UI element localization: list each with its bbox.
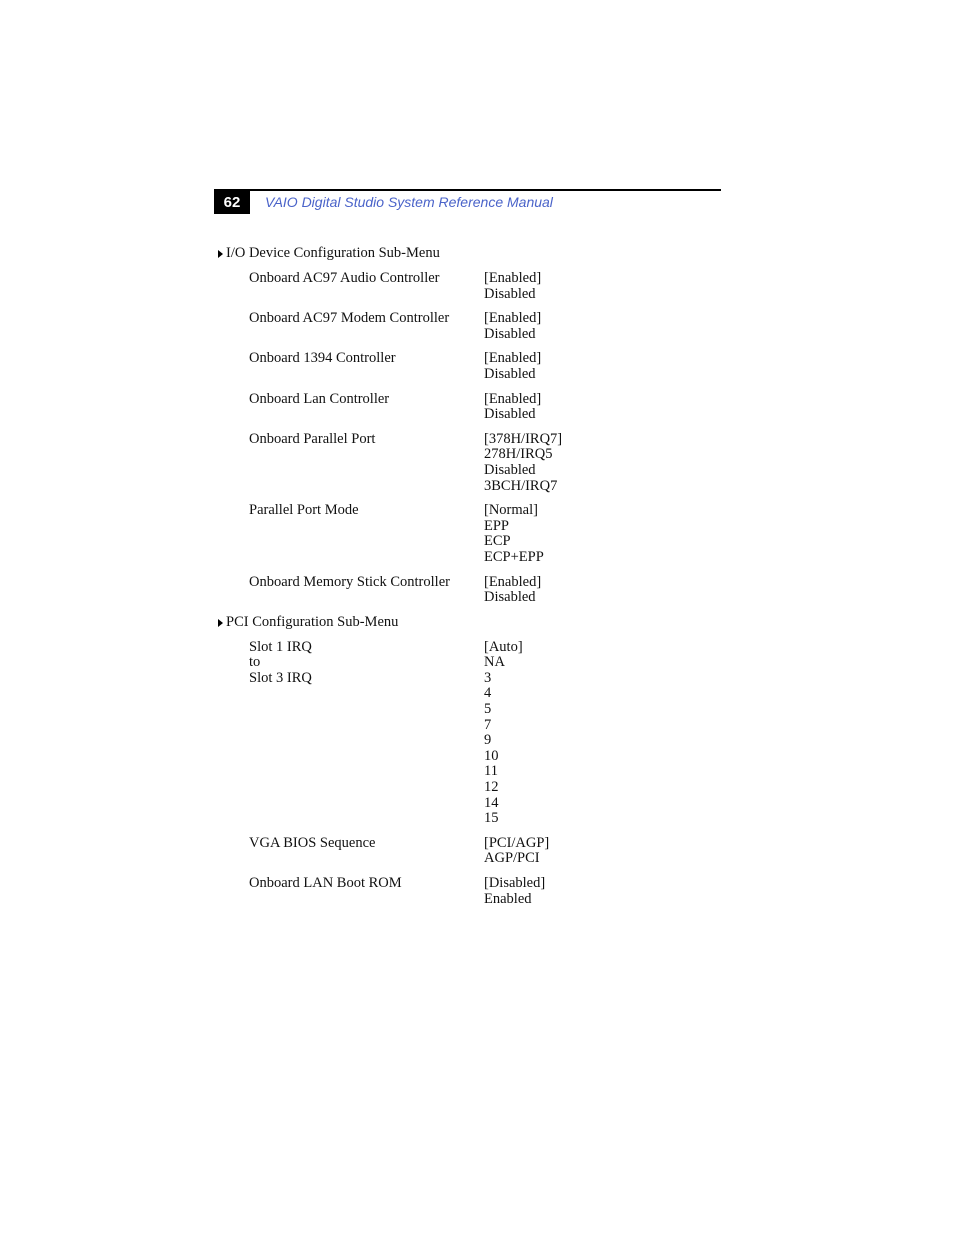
setting-name bbox=[217, 836, 484, 867]
setting-name bbox=[217, 503, 484, 565]
bios-settings-content bbox=[217, 246, 637, 907]
submenu-title: I/O Device Configuration Sub-Menu bbox=[226, 245, 440, 262]
setting-option: Disabled bbox=[484, 406, 536, 423]
setting-options bbox=[484, 575, 637, 606]
setting-option: 5 bbox=[484, 701, 492, 718]
setting-name-line: Onboard AC97 Audio Controller bbox=[249, 270, 440, 286]
header-rule bbox=[214, 189, 721, 191]
submenu-heading bbox=[217, 615, 637, 631]
triangle-bullet-icon bbox=[218, 619, 223, 627]
setting-option: [Disabled] bbox=[484, 875, 546, 891]
setting-options bbox=[484, 503, 637, 565]
setting-row bbox=[217, 503, 637, 565]
setting-name-line: Onboard LAN Boot ROM bbox=[249, 875, 402, 891]
setting-option: 10 bbox=[484, 747, 499, 764]
setting-option: 3BCH/IRQ7 bbox=[484, 477, 558, 494]
setting-row bbox=[217, 432, 637, 494]
setting-name bbox=[217, 640, 484, 827]
setting-option: 7 bbox=[484, 716, 492, 733]
submenu-heading bbox=[217, 246, 637, 262]
setting-option: ECP bbox=[484, 533, 511, 550]
setting-option: Disabled bbox=[484, 285, 536, 302]
setting-name-line: Onboard 1394 Controller bbox=[249, 350, 396, 367]
setting-option: EPP bbox=[484, 517, 509, 534]
setting-name bbox=[217, 876, 484, 907]
setting-name-line: Onboard AC97 Modem Controller bbox=[249, 310, 450, 327]
setting-options bbox=[484, 640, 637, 827]
setting-option: [Enabled] bbox=[484, 573, 542, 590]
setting-option: 4 bbox=[484, 685, 492, 702]
setting-option: 14 bbox=[484, 794, 499, 811]
setting-options bbox=[484, 311, 637, 342]
submenu-title: PCI Configuration Sub-Menu bbox=[226, 613, 399, 630]
setting-option: Disabled bbox=[484, 589, 536, 606]
setting-name bbox=[217, 432, 484, 494]
setting-option: ECP+EPP bbox=[484, 548, 544, 565]
setting-name-line: Onboard Lan Controller bbox=[249, 390, 390, 407]
setting-option: 278H/IRQ5 bbox=[484, 446, 553, 463]
page-number: 62 bbox=[214, 191, 250, 214]
setting-row bbox=[217, 351, 637, 382]
setting-option: [Enabled] bbox=[484, 350, 542, 367]
setting-name-line: Slot 3 IRQ bbox=[249, 669, 312, 686]
setting-option: Disabled bbox=[484, 365, 536, 382]
setting-option: [Enabled] bbox=[484, 270, 542, 286]
setting-row bbox=[217, 311, 637, 342]
running-title: VAIO Digital Studio System Reference Manual bbox=[265, 194, 553, 210]
setting-option: AGP/PCI bbox=[484, 850, 540, 867]
setting-row bbox=[217, 640, 637, 827]
setting-name bbox=[217, 575, 484, 606]
setting-option: 3 bbox=[484, 669, 492, 686]
triangle-bullet-icon bbox=[218, 250, 223, 258]
setting-name-line: Parallel Port Mode bbox=[249, 502, 359, 519]
setting-options bbox=[484, 876, 637, 907]
setting-row bbox=[217, 392, 637, 423]
setting-row bbox=[217, 271, 637, 302]
setting-name bbox=[217, 351, 484, 382]
setting-option: [Normal] bbox=[484, 502, 538, 519]
setting-name-line: Slot 1 IRQ bbox=[249, 638, 312, 655]
setting-option: 9 bbox=[484, 732, 492, 749]
setting-option: 11 bbox=[484, 763, 498, 780]
setting-options bbox=[484, 351, 637, 382]
setting-name-line: Onboard Parallel Port bbox=[249, 430, 376, 447]
setting-option: Disabled bbox=[484, 325, 536, 342]
setting-options bbox=[484, 836, 637, 867]
setting-option: Disabled bbox=[484, 461, 536, 478]
setting-row bbox=[217, 836, 637, 867]
setting-name-line: Onboard Memory Stick Controller bbox=[249, 573, 450, 590]
setting-options bbox=[484, 432, 637, 494]
setting-name bbox=[217, 271, 484, 302]
setting-option: [Enabled] bbox=[484, 390, 542, 407]
setting-name bbox=[217, 392, 484, 423]
setting-option: 15 bbox=[484, 810, 499, 827]
setting-name bbox=[217, 311, 484, 342]
setting-option: Enabled bbox=[484, 890, 532, 907]
setting-option: 12 bbox=[484, 779, 499, 796]
setting-options bbox=[484, 392, 637, 423]
setting-option: [Auto] bbox=[484, 638, 523, 655]
setting-option: NA bbox=[484, 654, 505, 671]
setting-option: [378H/IRQ7] bbox=[484, 430, 563, 447]
setting-option: [Enabled] bbox=[484, 310, 542, 327]
setting-row bbox=[217, 575, 637, 606]
setting-name-line: to bbox=[249, 654, 261, 671]
setting-name-line: VGA BIOS Sequence bbox=[249, 834, 376, 851]
setting-row bbox=[217, 876, 637, 907]
setting-options bbox=[484, 271, 637, 302]
setting-option: [PCI/AGP] bbox=[484, 834, 550, 851]
